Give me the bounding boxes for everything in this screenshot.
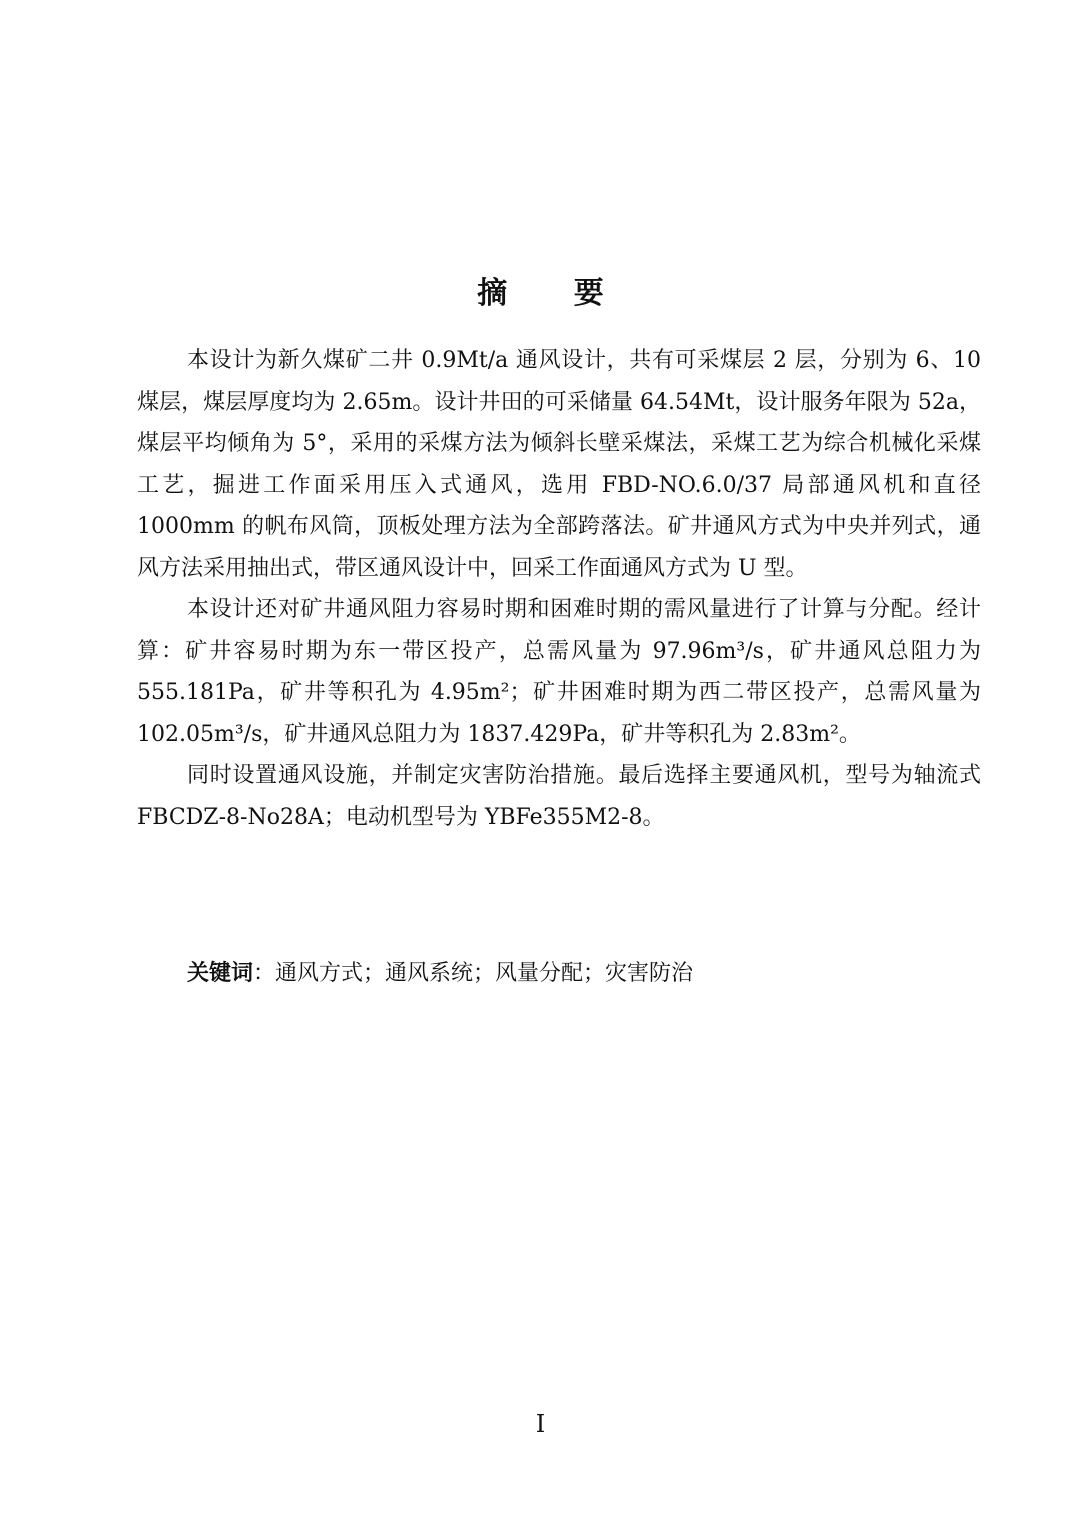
keywords-text: 通风方式；通风系统；风量分配；灾害防治 bbox=[275, 961, 694, 986]
abstract-paragraph-2: 本设计还对矿井通风阻力容易时期和困难时期的需风量进行了计算与分配。经计算：矿井容易时期为东一带区投产，总需风量为 97.96m³/s，矿井通风总阻力为 555.181Pa，矿井等积孔为 4.95m²；矿井困难时期为西二带区投产，总需风量为 102.05m³/s，矿井通风总阻力为 1837.429Pa，矿井等积孔为 2.83m²。 bbox=[137, 597, 981, 747]
abstract-paragraph-3: 同时设置通风设施，并制定灾害防治措施。最后选择主要通风机，型号为轴流式 FBCDZ-8-No28A；电动机型号为 YBFe355M2-8。 bbox=[137, 763, 981, 830]
abstract-paragraph-1: 本设计为新久煤矿二井 0.9Mt/a 通风设计，共有可采煤层 2 层，分别为 6、10 煤层，煤层厚度均为 2.65m。设计井田的可采储量 64.54Mt，设计服务年限为 52a，煤层平均倾角为 5°，采用的采煤方法为倾斜长壁采煤法，采煤工艺为综合机械化采煤工艺，掘进工作面采用压入式通风，选用 FBD-NO.6.0/37 局部通风机和直径 1000mm 的帆布风筒，顶板处理方法为全部跨落法。矿井通风方式为中央并列式，通风方法采用抽出式，带区通风设计中，回采工作面通风方式为 U 型。 bbox=[137, 348, 981, 581]
keywords-separator: ： bbox=[253, 961, 276, 986]
keywords-label: 关键词 bbox=[187, 960, 254, 986]
abstract-body bbox=[137, 340, 981, 838]
page-number: I bbox=[535, 1410, 546, 1438]
keywords-line bbox=[187, 955, 981, 992]
page-title: 摘 要 bbox=[477, 276, 632, 311]
